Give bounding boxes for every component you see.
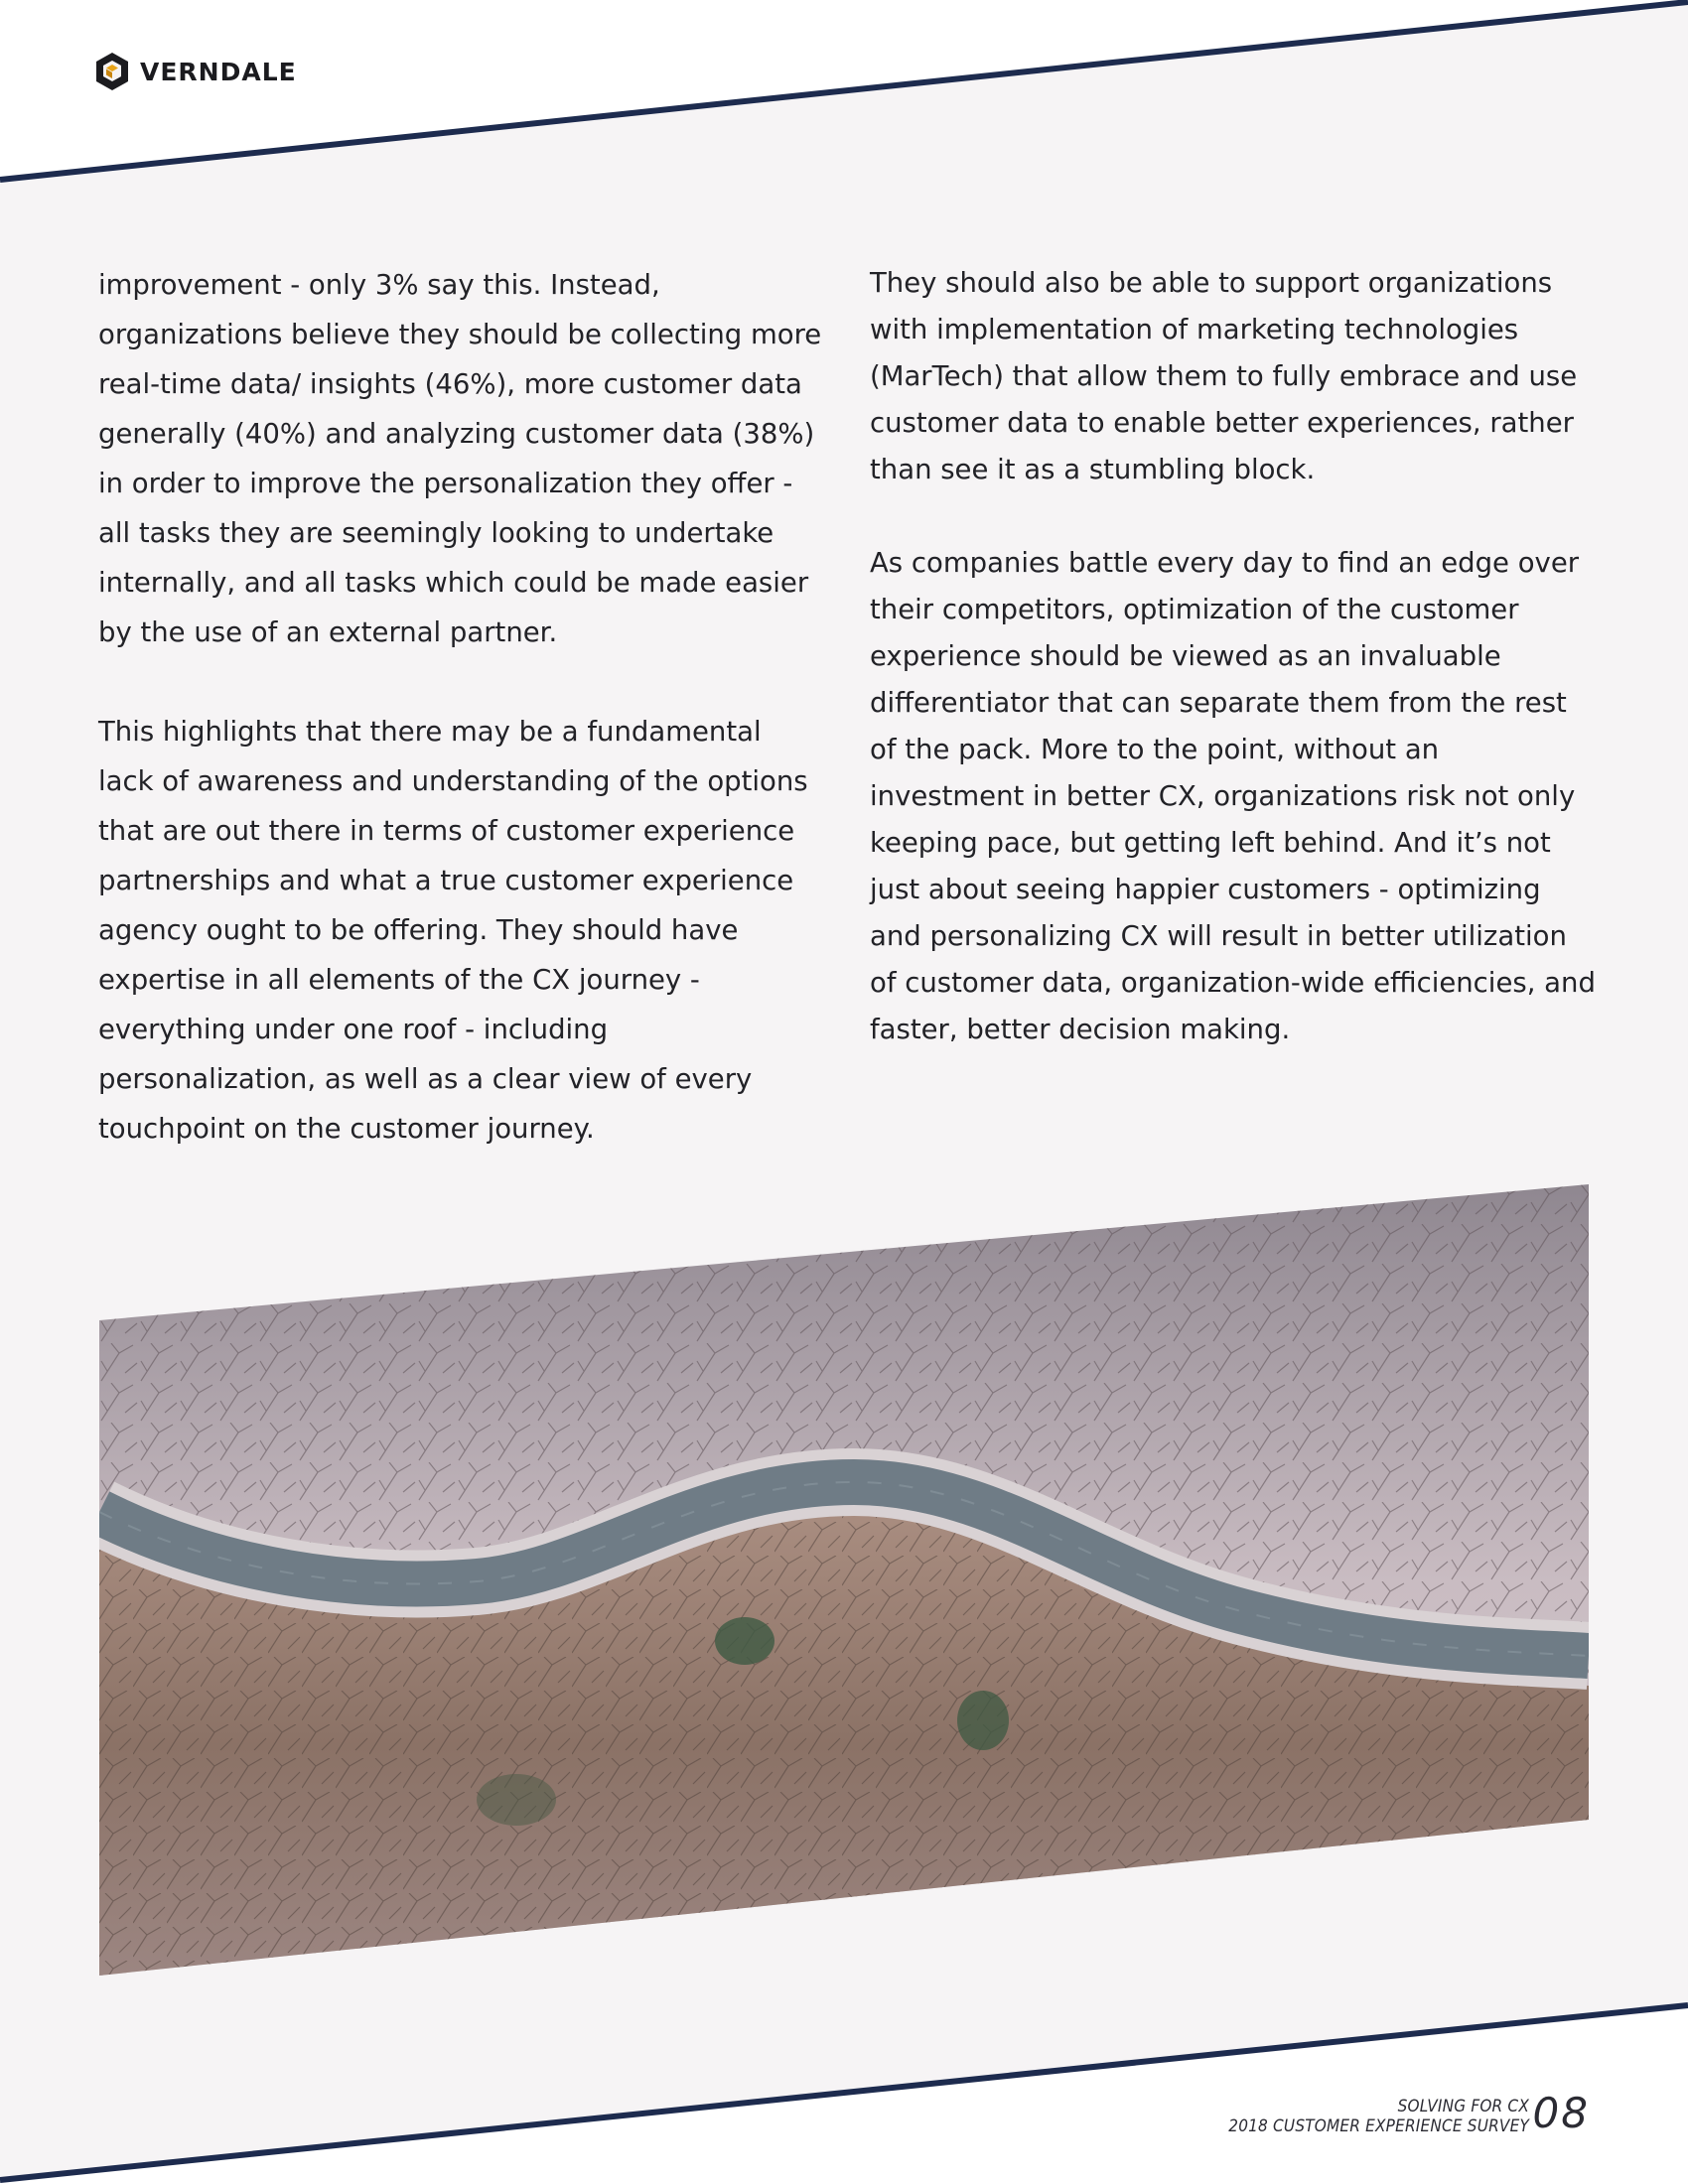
footer-subtitle: 2018 CUSTOMER EXPERIENCE SURVEY bbox=[1228, 2116, 1529, 2136]
page-number: 08 bbox=[1532, 2089, 1590, 2137]
right-paragraph-1: They should also be able to support organizations with implementation of marketing technologies (MarTech) that allow them to fully embrace and use customer data to enable better experiences, rather than see it as a stumbling block. bbox=[870, 267, 1578, 485]
left-paragraph-1: improvement - only 3% say this. Instead, organizations believe they should be collecting more real-time data/ insights (46%), more customer data generally (40%) and analyzing customer data (38%) in order to improve the personalization they offer - all tasks they are seemingly looking to undertake internally, and all tasks which could be made easier by the use of an external partner. bbox=[98, 269, 822, 648]
brand-name: VERNDALE bbox=[140, 57, 297, 86]
left-column bbox=[98, 260, 823, 1154]
left-paragraph-2: This highlights that there may be a fundamental lack of awareness and understanding of the options that are out there in terms of customer experience partnerships and what a true customer experience agency ought to be offering. They should have expertise in all elements of the CX journey - everything under one roof - including personalization, as well as a clear view of every touchpoint on the customer journey. bbox=[98, 716, 808, 1145]
right-paragraph-2: As companies battle every day to find an edge over their competitors, optimization of the customer experience should be viewed as an invaluable differentiator that can separate them from the rest of the pack. More to the point, without an investment in better CX, organizations risk not only keeping pace, but getting left behind. And it’s not just about seeing happier customers - optimizing and personalizing CX will result in better utilization of customer data, organization-wide efficiencies, and faster, better decision making. bbox=[870, 547, 1596, 1045]
verndale-hexagon-icon bbox=[94, 52, 130, 91]
aerial-road-photo bbox=[99, 1184, 1589, 1979]
brand-logo bbox=[94, 52, 297, 91]
footer-caption bbox=[1228, 2097, 1529, 2136]
footer-title: SOLVING FOR CX bbox=[1397, 2097, 1529, 2116]
right-column bbox=[870, 260, 1600, 1053]
